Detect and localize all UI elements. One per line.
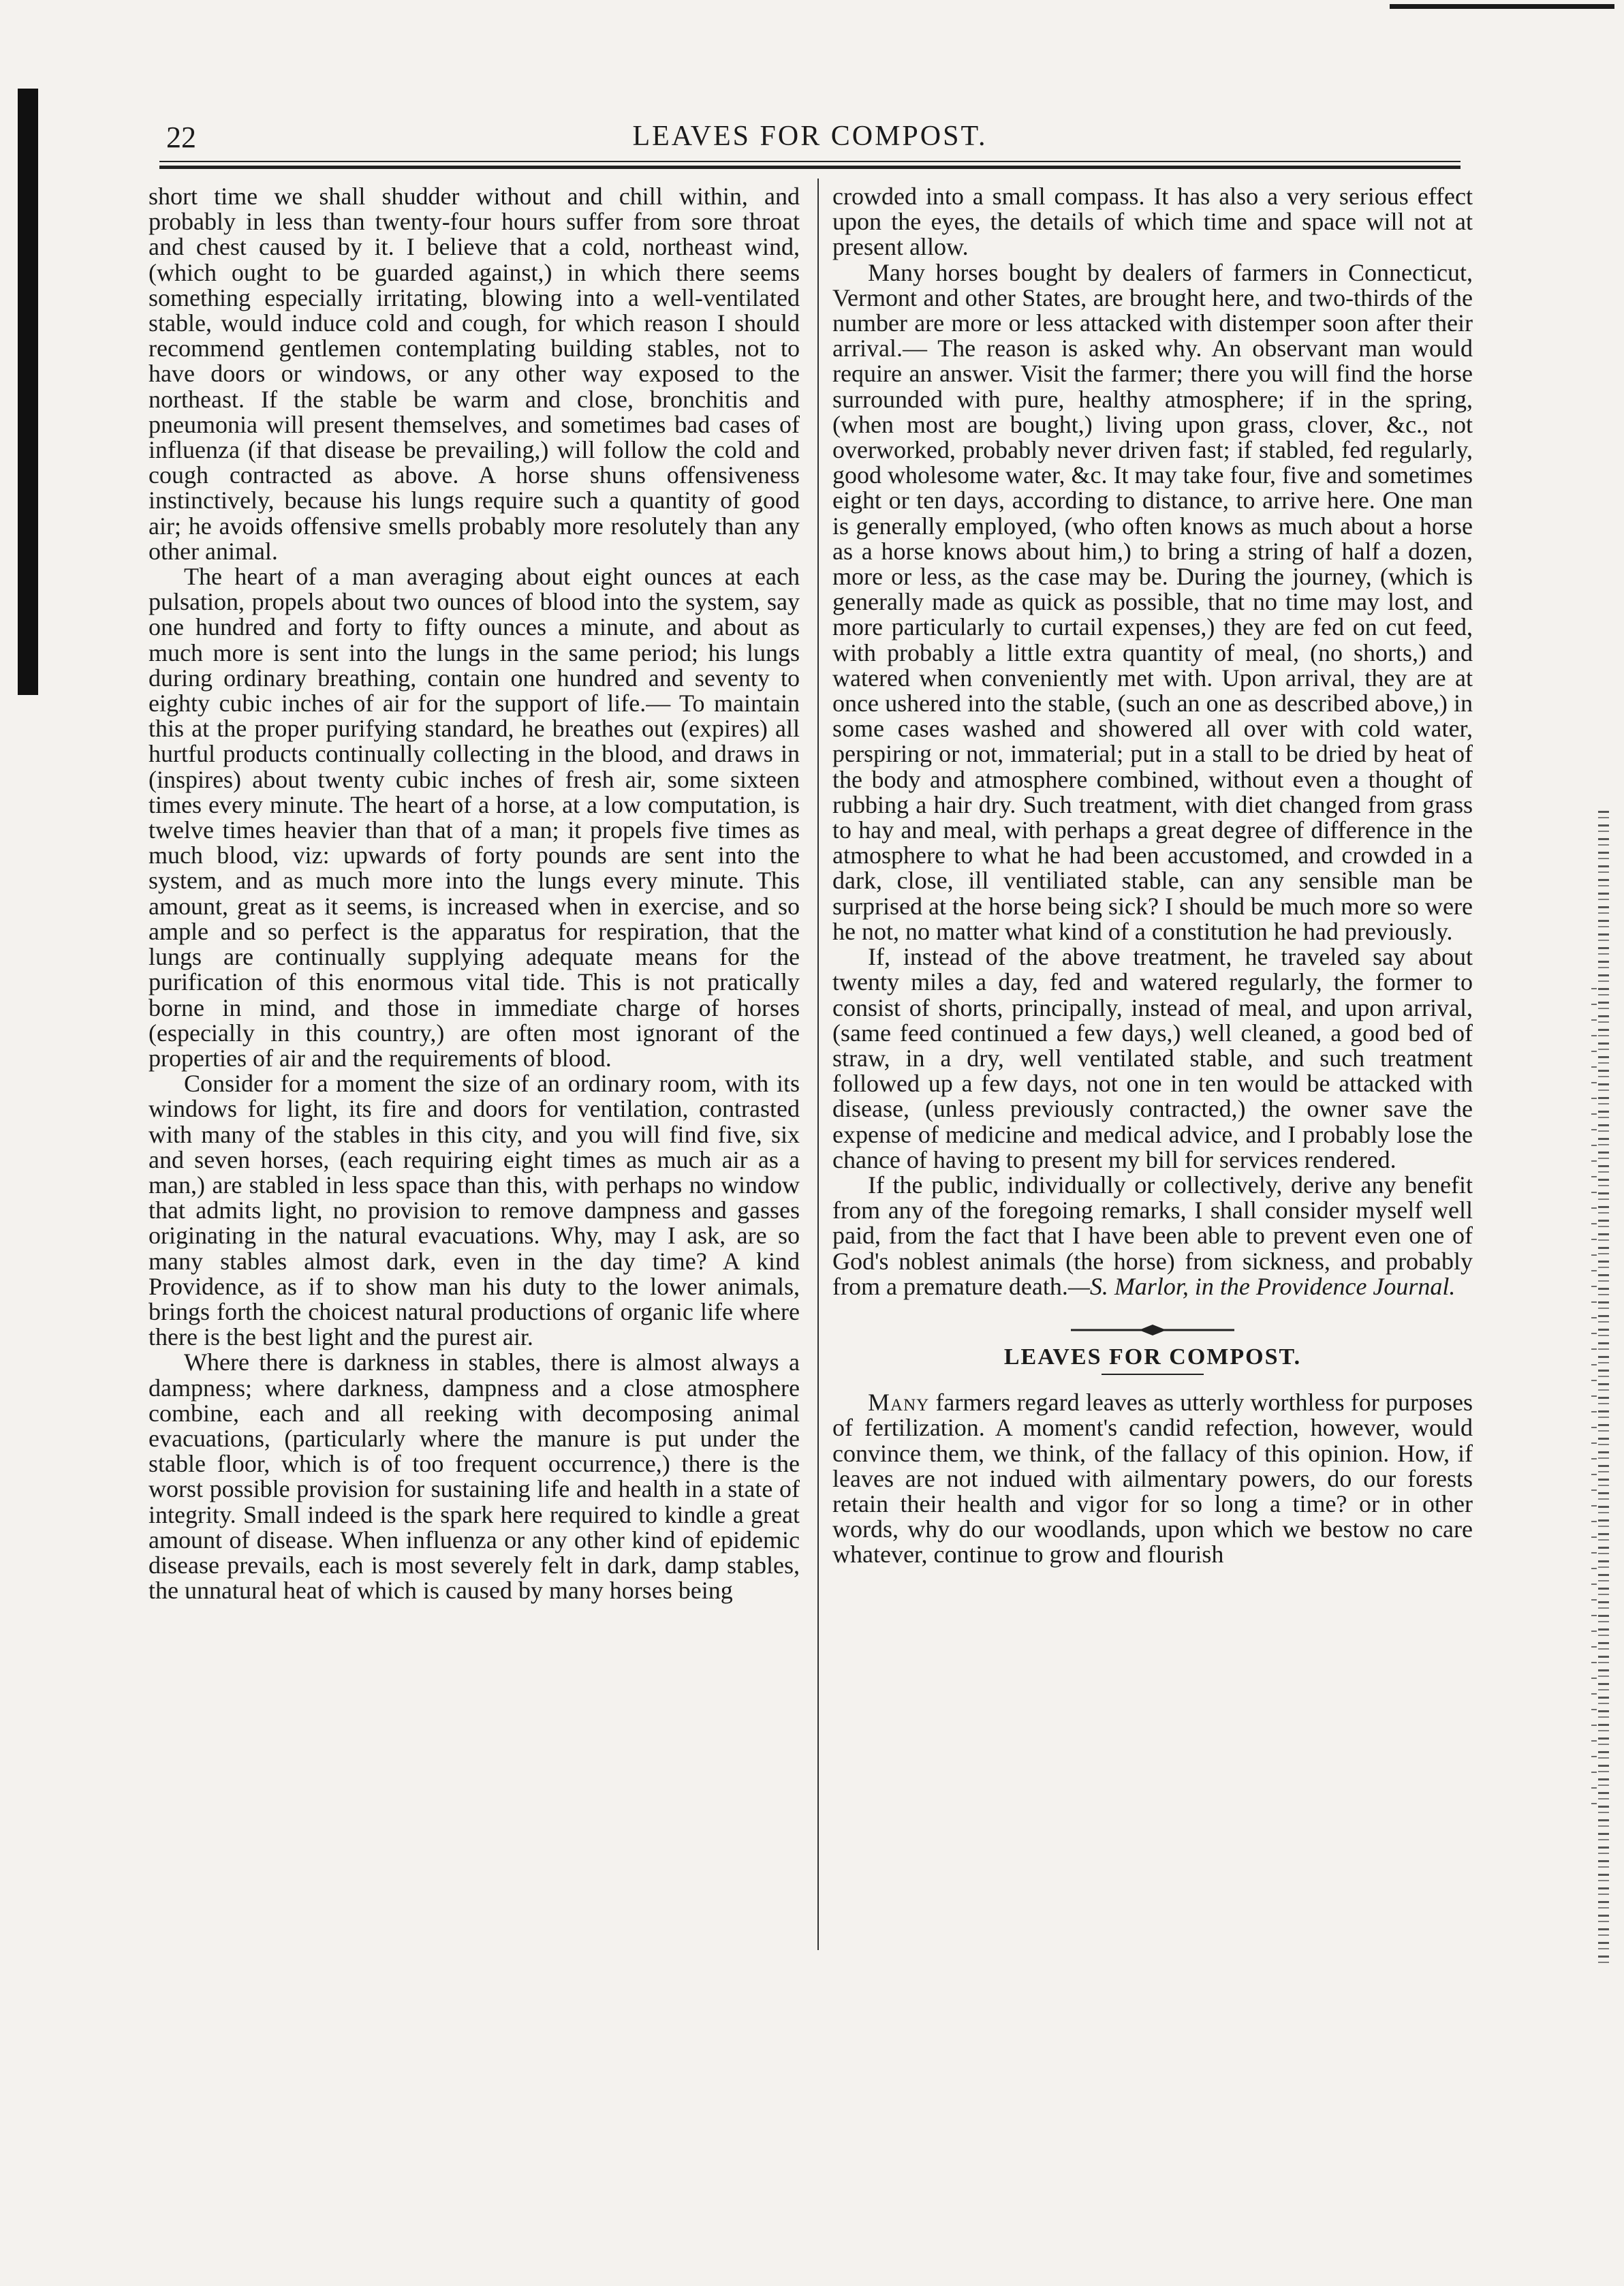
right-paragraph-3: If, instead of the above treatment, he traveled say about twenty miles a day, fed and watered regularly, the former to consist of shorts, principally, instead of meal, and upon arrival, (same feed continued a few days,) well cleaned, a good bed of straw, in a dry, well ventilated stable, and such treatment followed up a few days, not one in ten would be attacked with disease, (unless previously contracted,) the owner save the expense of medicine and medical advice, and I probably lose the chance of having to present my bill for services rendered. — [832, 943, 1473, 1173]
page-number: 22 — [166, 121, 196, 154]
left-column — [149, 184, 800, 1603]
right-paragraph-5 — [832, 1390, 1473, 1567]
right-paragraph-2: Many horses bought by dealers of farmers in Connecticut, Vermont and other States, are brought here, and two-thirds of the number are more or less attacked with distemper soon after their arrival.— The reason is asked why. An observant man would require an answer. Visit the farmer; there you will find the horse surrounded with pure, healthy atmosphere; if in the spring, (when most are bought,) living upon grass, clover, &c., not overworked, probably never driven fast; if stabled, fed regularly, good wholesome water, &c. It may take four, five and sometimes eight or ten days, according to distance, to arrive here. One man is generally employed, (who often knows as much about a horse as a horse knows about him,) to bring a string of half a dozen, more or less, as the case may be. During the journey, (which is generally made as quick as possible, that no time may lost, and more particularly to curtail expenses,) they are fed on cut feed, with probably a little extra quantity of meal, (no shorts,) and watered when conveniently met with. Upon arrival, they are at once ushered into the stable, (such an one as described above,) in some cases washed and showered all over with cold water, perspiring or not, immaterial; put in a stall to be dried by heat of the body and atmosphere combined, without even a thought of rubbing a hair dry. Such treatment, with diet changed from grass to hay and meal, with perhaps a great degree of difference in the atmosphere to what he had been accustomed, and crowded in a dark, close, ill ventiliated stable, can any sensible man be surprised at the horse being sick? I should be much more so were he not, no matter what kind of a constitution he had previously. — [832, 258, 1473, 945]
section-ornament — [832, 1317, 1473, 1332]
right-paragraph-1: crowded into a small compass. It has also a very serious effect upon the eyes, the details of which time and space will not at present allow. — [832, 183, 1473, 261]
right-paragraph-5-text: farmers regard leaves as utterly worthless for purposes of fertilization. A moment's candid refection, however, would convince them, we think, of the fallacy of this opinion. How, if leaves are not indued with ailmentary powers, do our forests retain their health and vigor for so long a time? or in other words, why do our woodlands, upon which we bestow no care whatever, continue to grow and flourish — [832, 1389, 1473, 1569]
ornament-rule-icon — [1071, 1323, 1234, 1338]
paragraph-lead-word: Many — [868, 1389, 930, 1417]
section-heading-rule — [1102, 1374, 1204, 1375]
right-column — [832, 184, 1473, 1568]
right-paragraph-4-text: If the public, individually or collectively, derive any benefit from any of the foregoing remarks, I shall consider myself well paid, from the fact that I have been able to prevent even one of God's noblest animals (the horse) from sickness, and probably from a premature death. — [832, 1171, 1473, 1300]
left-paragraph-1: short time we shall shudder without and chill within, and probably in less than twenty-four hours suffer from sore throat and chest caused by it. I believe that a cold, northeast wind, (which ought to be guarded against,) in which there seems something especially irritating, blowing into a well-ventilated stable, would induce cold and cough, for which reason I should recommend gentlemen contemplating building stables, not to have doors or windows, or any other way exposed to the northeast. If the stable be warm and close, bronchitis and pneumonia will present themselves, and sometimes bad cases of influenza (if that disease be prevailing,) will follow the cold and cough contracted as above. A horse shuns offensiveness instinctively, because his lungs require such a quantity of good air; he avoids offensive smells probably more resolutely than any other animal. — [149, 183, 800, 565]
header-double-rule — [159, 161, 1461, 169]
scan-edge-noise-secondary — [1591, 988, 1597, 1806]
scan-margin-bar — [18, 89, 38, 695]
section-heading: LEAVES FOR COMPOST. — [1003, 1344, 1302, 1370]
left-paragraph-4: Where there is darkness in stables, there is almost always a dampness; where darkness, dampness and a close atmosphere combine, each and all reeking with decomposing animal evacuations, (particularly where the manure is put under the stable floor, which is of too frequent occurrence,) there is the worst possible provision for sustaining life and health in a state of integrity. Small indeed is the spark here required to kindle a great amount of disease. When influenza or any other kind of epidemic disease prevails, each is most severely felt in dark, damp stables, the unnatural heat of which is caused by many horses being — [149, 1348, 800, 1605]
scan-edge-noise — [1598, 811, 1609, 1969]
right-paragraph-4 — [832, 1173, 1473, 1299]
running-title: LEAVES FOR COMPOST. — [632, 121, 988, 152]
article-signature: —S. Marlor, in the Providence Journal. — [1067, 1272, 1456, 1300]
scan-top-rule — [1390, 4, 1614, 9]
column-divider — [817, 179, 819, 1950]
page-header — [159, 120, 1461, 161]
left-paragraph-3: Consider for a moment the size of an ordinary room, with its windows for light, its fire and doors for ventilation, contrasted with many of the stables in this city, and you will find five, six and seven horses, (each requiring eight times as much air as a man,) are stabled in less space than this, with perhaps no window that admits light, no provision to remove dampness and gasses originating in the natural evacuations. Why, may I ask, are so many stables almost dark, even in the day time? A kind Providence, as if to show man his duty to the lower animals, brings forth the choicest natural productions of organic life where there is the best light and the purest air. — [149, 1070, 800, 1351]
left-paragraph-2: The heart of a man averaging about eight ounces at each pulsation, propels about two ounces of blood into the system, say one hundred and forty to fifty ounces a minute, and about as much more is sent into the lungs in the same period; his lungs during ordinary breathing, contain one hundred and seventy to eighty cubic inches of air for the support of life.— To maintain this at the proper purifying standard, he breathes out (expires) all hurtful products continually collecting in the blood, and draws in (inspires) about twenty cubic inches of fresh air, some sixteen times every minute. The heart of a horse, at a low computation, is twelve times heavier than that of a man; it propels five times as much blood, viz: upwards of forty pounds are sent into the system, and as much more into the lungs every minute. This amount, great as it seems, is increased when in exercise, and so ample and so perfect is the apparatus for respiration, that the lungs are continually supplying adequate means for the purification of this enormous vital tide. This is not pratically borne in mind, and those in immediate charge of horses (especially in this country,) are often most ignorant of the properties of air and the requirements of blood. — [149, 563, 800, 1072]
